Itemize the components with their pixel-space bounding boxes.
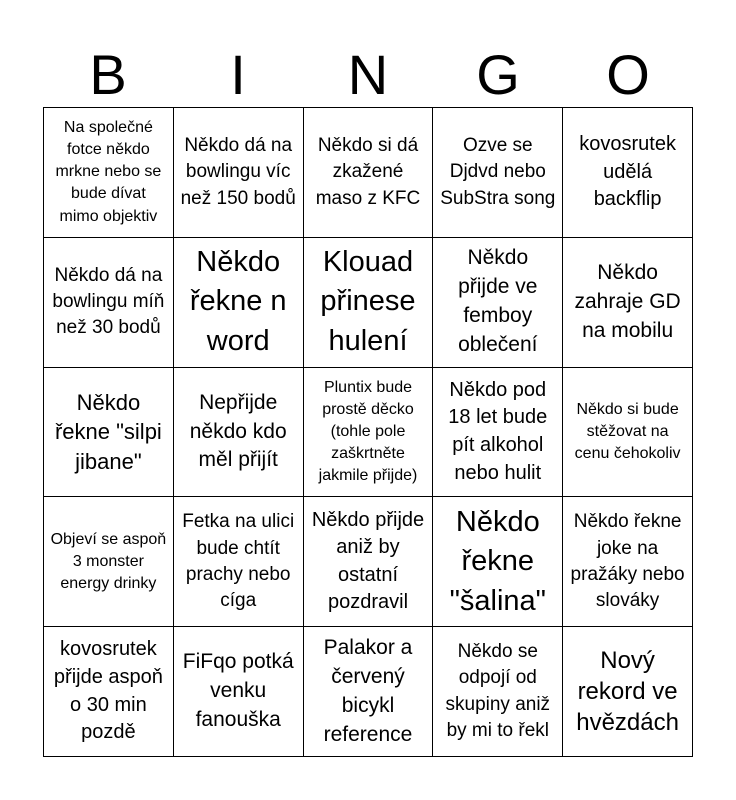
bingo-cell-4-5[interactable]: Někdo řekne joke na pražáky nebo slováky	[563, 497, 693, 627]
bingo-cell-1-1[interactable]: Na společné fotce někdo mrkne nebo se bude dívat mimo objektiv	[44, 108, 174, 238]
bingo-cell-2-5[interactable]: Někdo zahraje GD na mobilu	[563, 238, 693, 368]
bingo-cell-1-5[interactable]: kovosrutek udělá backflip	[563, 108, 693, 238]
bingo-cell-3-5[interactable]: Někdo si bude stěžovat na cenu čehokoliv	[563, 368, 693, 498]
bingo-cell-3-2[interactable]: Nepřijde někdo kdo měl přijít	[174, 368, 304, 498]
bingo-cell-1-3[interactable]: Někdo si dá zkažené maso z KFC	[304, 108, 434, 238]
bingo-header	[43, 40, 693, 110]
header-letter-o: O	[606, 43, 650, 106]
header-letter-g: G	[476, 43, 520, 106]
bingo-cell-4-4[interactable]: Někdo řekne "šalina"	[433, 497, 563, 627]
bingo-cell-5-2[interactable]: FiFqo potká venku fanouška	[174, 627, 304, 757]
bingo-cell-3-4[interactable]: Někdo pod 18 let bude pít alkohol nebo hulit	[433, 368, 563, 498]
bingo-cell-2-2[interactable]: Někdo řekne n word	[174, 238, 304, 368]
bingo-cell-4-2[interactable]: Fetka na ulici bude chtít prachy nebo cíga	[174, 497, 304, 627]
bingo-cell-5-4[interactable]: Někdo se odpojí od skupiny aniž by mi to řekl	[433, 627, 563, 757]
bingo-cell-3-1[interactable]: Někdo řekne "silpi jibane"	[44, 368, 174, 498]
bingo-cell-4-1[interactable]: Objeví se aspoň 3 monster energy drinky	[44, 497, 174, 627]
header-letter-i: I	[230, 43, 246, 106]
bingo-cell-2-4[interactable]: Někdo přijde ve femboy oblečení	[433, 238, 563, 368]
header-letter-b: B	[89, 43, 127, 106]
bingo-cell-4-3[interactable]: Někdo přijde aniž by ostatní pozdravil	[304, 497, 434, 627]
bingo-cell-5-3[interactable]: Palakor a červený bicykl reference	[304, 627, 434, 757]
header-letter-n: N	[347, 43, 389, 106]
bingo-cell-5-1[interactable]: kovosrutek přijde aspoň o 30 min pozdě	[44, 627, 174, 757]
bingo-cell-2-3[interactable]: Klouad přinese hulení	[304, 238, 434, 368]
bingo-cell-1-2[interactable]: Někdo dá na bowlingu víc než 150 bodů	[174, 108, 304, 238]
bingo-grid	[43, 107, 693, 757]
bingo-cell-3-3[interactable]: Pluntix bude prostě děcko (tohle pole zaškrtněte jakmile přijde)	[304, 368, 434, 498]
bingo-cell-1-4[interactable]: Ozve se Djdvd nebo SubStra song	[433, 108, 563, 238]
bingo-cell-2-1[interactable]: Někdo dá na bowlingu míň než 30 bodů	[44, 238, 174, 368]
bingo-cell-5-5[interactable]: Nový rekord ve hvězdách	[563, 627, 693, 757]
